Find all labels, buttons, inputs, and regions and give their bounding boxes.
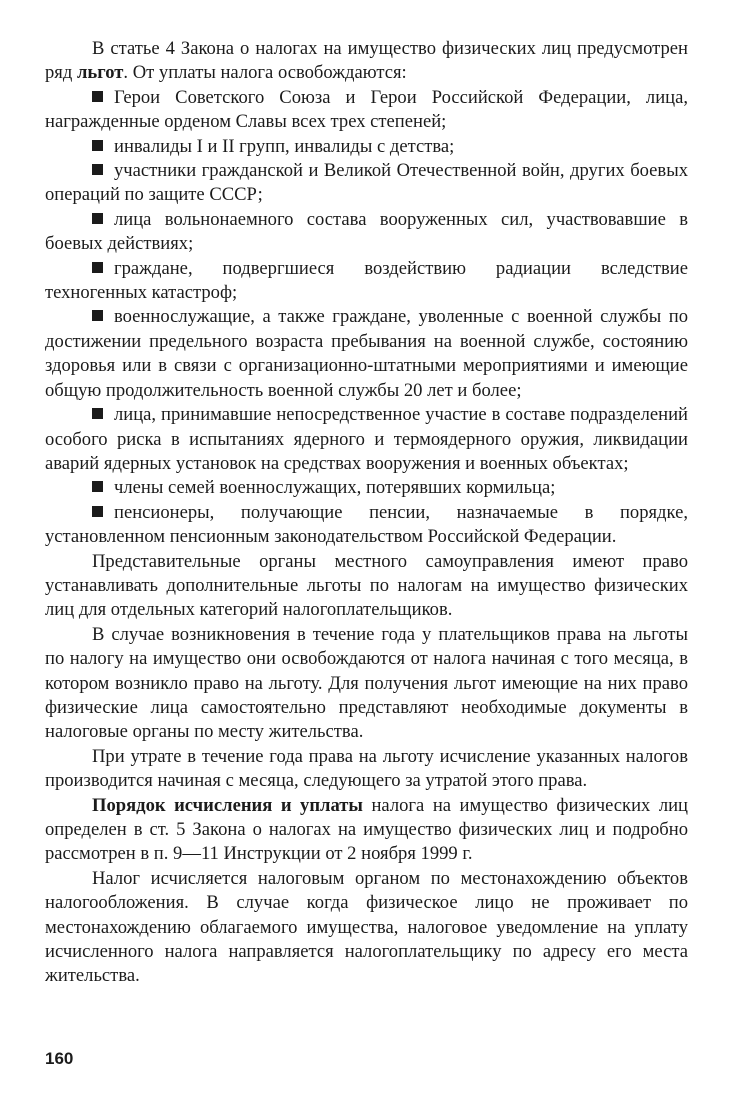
exemption-list [45, 86, 688, 550]
list-item-text: пенсионеры, получающие пенсии, назначаемые в порядке, установленном пенсионным законодательством Российской Федерации. [45, 501, 688, 548]
local-authorities-paragraph: Представительные органы местного самоуправления имеют право устанавливать дополнительные льготы по налогам на имущество физических лиц для отдельных категорий налогоплательщиков. [45, 550, 688, 621]
square-bullet-icon [92, 140, 103, 151]
list-item [45, 476, 688, 500]
intro-bold-term: льгот [76, 62, 124, 84]
list-item-text: граждане, подвергшиеся воздействию радиации вследствие техногенных катастроф; [45, 257, 688, 304]
square-bullet-icon [92, 481, 103, 492]
loss-of-right-paragraph: При утрате в течение года права на льготу исчисление указанных налогов производится начиная с месяца, следующего за утратой этого права. [45, 745, 688, 792]
intro-paragraph [45, 37, 688, 86]
list-item-text: члены семей военнослужащих, потерявших кормильца; [114, 477, 556, 499]
page-body [45, 37, 688, 989]
square-bullet-icon [92, 213, 103, 224]
list-item [45, 208, 688, 257]
page-number: 160 [45, 1049, 74, 1068]
list-item [45, 135, 688, 159]
list-item-text: лица, принимавшие непосредственное участие в составе подразделений особого риска в испытаниях ядерного и термоядерного оружия, ликвидации аварий ядерных установок на средствах вооружения и военных объектах; [45, 404, 688, 474]
square-bullet-icon [92, 262, 103, 273]
square-bullet-icon [92, 164, 103, 175]
procedure-text: налога на имущество физических лиц определен в ст. 5 Закона о налогах на имущество физических лиц и подробно рассмотрен в п. 9—11 Инструкции от 2 ноября 1999 г. [45, 794, 689, 865]
square-bullet-icon [92, 91, 103, 102]
list-item [45, 305, 688, 403]
list-item-text: инвалиды I и II групп, инвалиды с детства; [114, 135, 455, 157]
mid-year-right-paragraph: В случае возникновения в течение года у плательщиков права на льготы по налогу на имущество они освобождаются от налога начиная с того месяца, в котором возникло право на льготу. Для получения льгот имеющие на них право физические лица самостоятельно представляют необходимые документы в налоговые органы по месту жительства. [45, 623, 688, 743]
intro-text-before: В статье 4 Закона о налогах на имущество физических лиц предусмотрен ряд [45, 38, 688, 84]
square-bullet-icon [92, 506, 103, 517]
calculation-paragraph: Налог исчисляется налоговым органом по местонахождению объектов налогообложения. В случае когда физическое лицо не проживает по местонахождению облагаемого имущества, налоговое уведомление на уплату исчисленного налога направляется налогоплательщику по адресу его места жительства. [45, 867, 688, 987]
procedure-paragraph [45, 794, 688, 867]
list-item [45, 501, 688, 550]
list-item-text: Герои Советского Союза и Герои Российской Федерации, лица, награжденные орденом Славы всех трех степеней; [45, 86, 688, 133]
list-item [45, 403, 688, 476]
intro-text-after: . От уплаты налога освобождаются: [123, 62, 407, 84]
list-item [45, 257, 688, 306]
list-item [45, 159, 688, 208]
list-item [45, 86, 688, 135]
square-bullet-icon [92, 408, 103, 419]
list-item-text: военнослужащие, а также граждане, уволенные с военной службы по достижении предельного возраста пребывания на военной службе, состоянию здоровья или в связи с организационно-штатными мероприятиями и имеющие общую продолжительность военной службы 20 лет и более; [45, 306, 688, 401]
list-item-text: лица вольнонаемного состава вооруженных сил, участвовавшие в боевых действиях; [45, 208, 688, 255]
procedure-bold-heading: Порядок исчисления и уплаты [92, 794, 363, 816]
square-bullet-icon [92, 310, 103, 321]
list-item-text: участники гражданской и Великой Отечественной войн, других боевых операций по защите СССР; [45, 160, 688, 206]
